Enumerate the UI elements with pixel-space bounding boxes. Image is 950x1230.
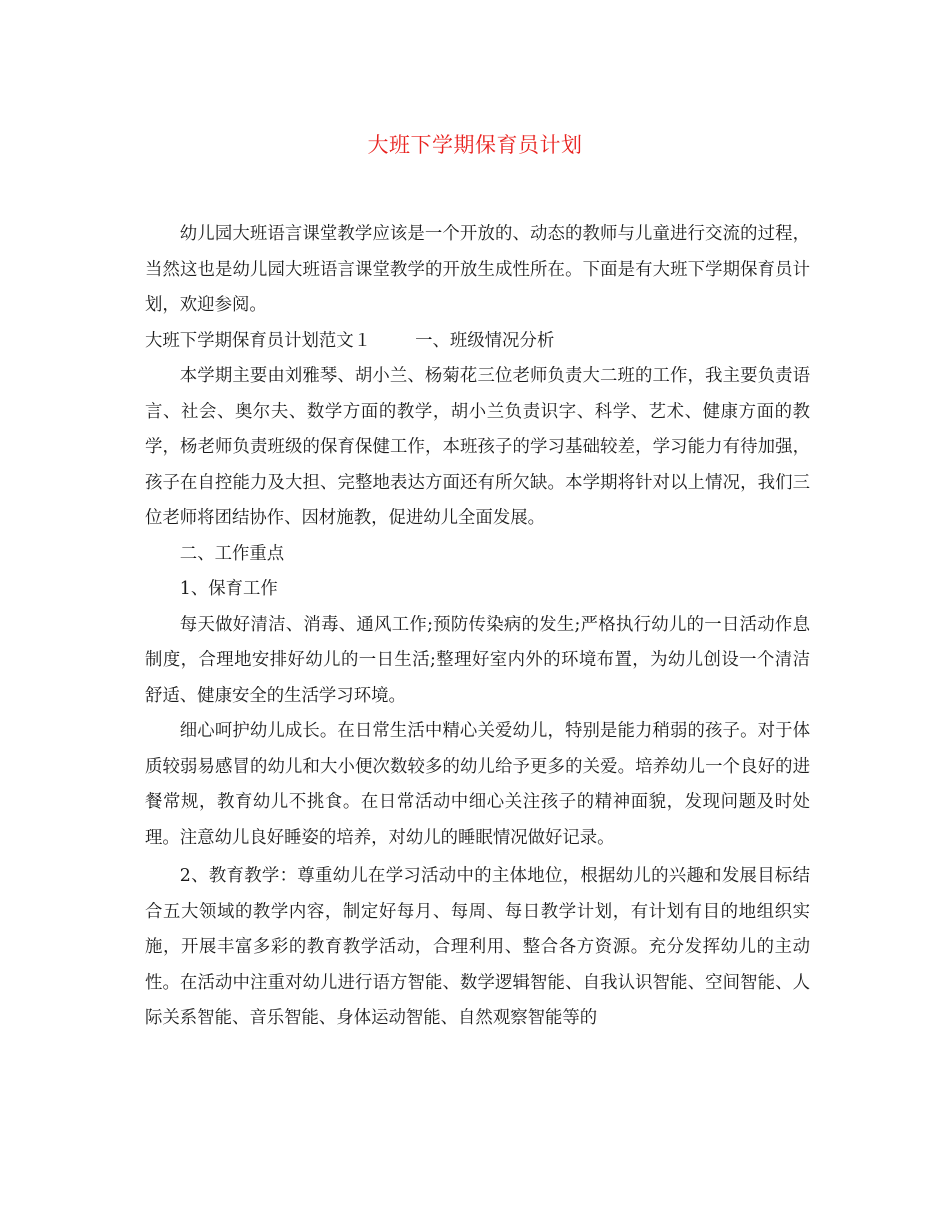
document-body	[145, 217, 810, 1037]
document-title: 大班下学期保育员计划	[367, 133, 583, 157]
intro-paragraph: 幼儿园大班语言课堂教学应该是一个开放的、动态的教师与儿童进行交流的过程，当然这也是幼儿园大班语言课堂教学的开放生成性所在。下面是有大班下学期保育员计划，欢迎参阅。	[145, 224, 810, 315]
section2-heading: 二、工作重点	[179, 543, 285, 564]
item1-heading: 1、保育工作	[179, 579, 278, 599]
section1-paragraph: 本学期主要由刘雅琴、胡小兰、杨菊花三位老师负责大二班的工作，我主要负责语言、社会、奥尔夫、数学方面的教学，胡小兰负责识字、科学、艺术、健康方面的教学，杨老师负责班级的保育保健工作，本班孩子的学习基础较差，学习能力有待加强，孩子在自控能力及大担、完整地表达方面还有所欠缺。本学期将针对以上情况，我们三位老师将团结协作、因材施教，促进幼儿全面发展。	[145, 366, 810, 528]
item1-paragraph-2: 细心呵护幼儿成长。在日常生活中精心关爱幼儿，特别是能力稍弱的孩子。对于体质较弱易感冒的幼儿和大小便次数较多的幼儿给予更多的关爱。培养幼儿一个良好的进餐常规，教育幼儿不挑食。在日常活动中细心关注孩子的精神面貌，发现问题及时处理。注意幼儿良好睡姿的培养，对幼儿的睡眠情况做好记录。	[145, 721, 810, 848]
item1-paragraph-1: 每天做好清洁、消毒、通风工作;预防传染病的发生;严格执行幼儿的一日活动作息制度，合理地安排好幼儿的一日生活;整理好室内外的环境布置，为幼儿创设一个清洁舒适、健康安全的生活学习环境。	[145, 614, 810, 706]
sample-heading-line	[145, 324, 810, 360]
section1-heading: 一、班级情况分析	[415, 330, 555, 351]
sample-heading: 大班下学期保育员计划范文１	[145, 330, 372, 351]
item2-paragraph: 2、教育教学：尊重幼儿在学习活动中的主体地位，根据幼儿的兴趣和发展目标结合五大领域的教学内容，制定好每月、每周、每日教学计划，有计划有目的地组织实施，开展丰富多彩的教育教学活动，合理利用、整合各方资源。充分发挥幼儿的主动性。在活动中注重对幼儿进行语方智能、数学逻辑智能、自我认识智能、空间智能、人际关系智能、音乐智能、身体运动智能、自然观察智能等的	[145, 866, 810, 1028]
